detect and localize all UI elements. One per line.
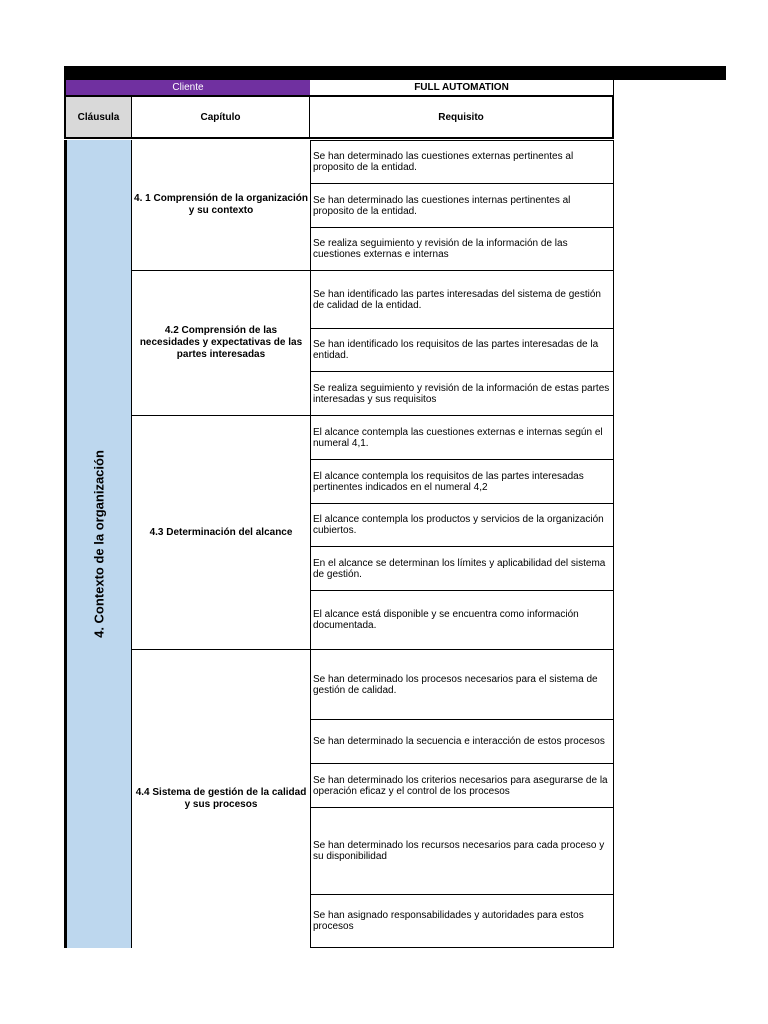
requirement-row: Se han identificado las partes interesadas del sistema de gestión de calidad de la entidad.: [310, 271, 614, 329]
requirement-row: El alcance contempla los productos y servicios de la organización cubiertos.: [310, 504, 614, 547]
clause-column: [64, 140, 132, 948]
requirement-row: Se han determinado los recursos necesarios para cada proceso y su disponibilidad: [310, 808, 614, 895]
cliente-label: Cliente: [64, 80, 310, 95]
requirement-row: Se han determinado los criterios necesarios para asegurarse de la operación eficaz y el control de los procesos: [310, 764, 614, 808]
chapter-4-3: 4.3 Determinación del alcance: [132, 416, 310, 650]
requirement-row: En el alcance se determinan los límites y aplicabilidad del sistema de gestión.: [310, 547, 614, 591]
requirement-row: El alcance contempla los requisitos de las partes interesadas pertinentes indicados en el numeral 4,2: [310, 460, 614, 504]
requirement-row: Se han determinado las cuestiones externas pertinentes al proposito de la entidad.: [310, 140, 614, 184]
column-header-requisito: Requisito: [310, 95, 614, 139]
column-header-clausula: Cláusula: [64, 95, 132, 139]
cliente-value: FULL AUTOMATION: [310, 80, 614, 95]
requirement-row: Se han determinado la secuencia e interacción de estos procesos: [310, 720, 614, 764]
column-header-capitulo: Capítulo: [132, 95, 310, 139]
chapter-4-2: 4.2 Comprensión de las necesidades y expectativas de las partes interesadas: [132, 271, 310, 416]
requirement-row: Se realiza seguimiento y revisión de la información de estas partes interesadas y sus requisitos: [310, 372, 614, 416]
requirement-row: Se realiza seguimiento y revisión de la información de las cuestiones externas e internas: [310, 228, 614, 271]
requirement-row: El alcance contempla las cuestiones externas e internas según el numeral 4,1.: [310, 416, 614, 460]
clause-label: 4. Contexto de la organización: [91, 450, 107, 638]
requirement-row: Se han determinado los procesos necesarios para el sistema de gestión de calidad.: [310, 650, 614, 720]
chapter-4-1: 4. 1 Comprensión de la organización y su contexto: [132, 140, 310, 271]
requirement-row: El alcance está disponible y se encuentra como información documentada.: [310, 591, 614, 650]
top-black-bar: [64, 66, 726, 80]
requirement-row: Se han identificado los requisitos de las partes interesadas de la entidad.: [310, 329, 614, 372]
requirement-row: Se han asignado responsabilidades y autoridades para estos procesos: [310, 895, 614, 948]
requirement-row: Se han determinado las cuestiones internas pertinentes al proposito de la entidad.: [310, 184, 614, 228]
chapter-4-4: 4.4 Sistema de gestión de la calidad y sus procesos: [132, 650, 310, 948]
